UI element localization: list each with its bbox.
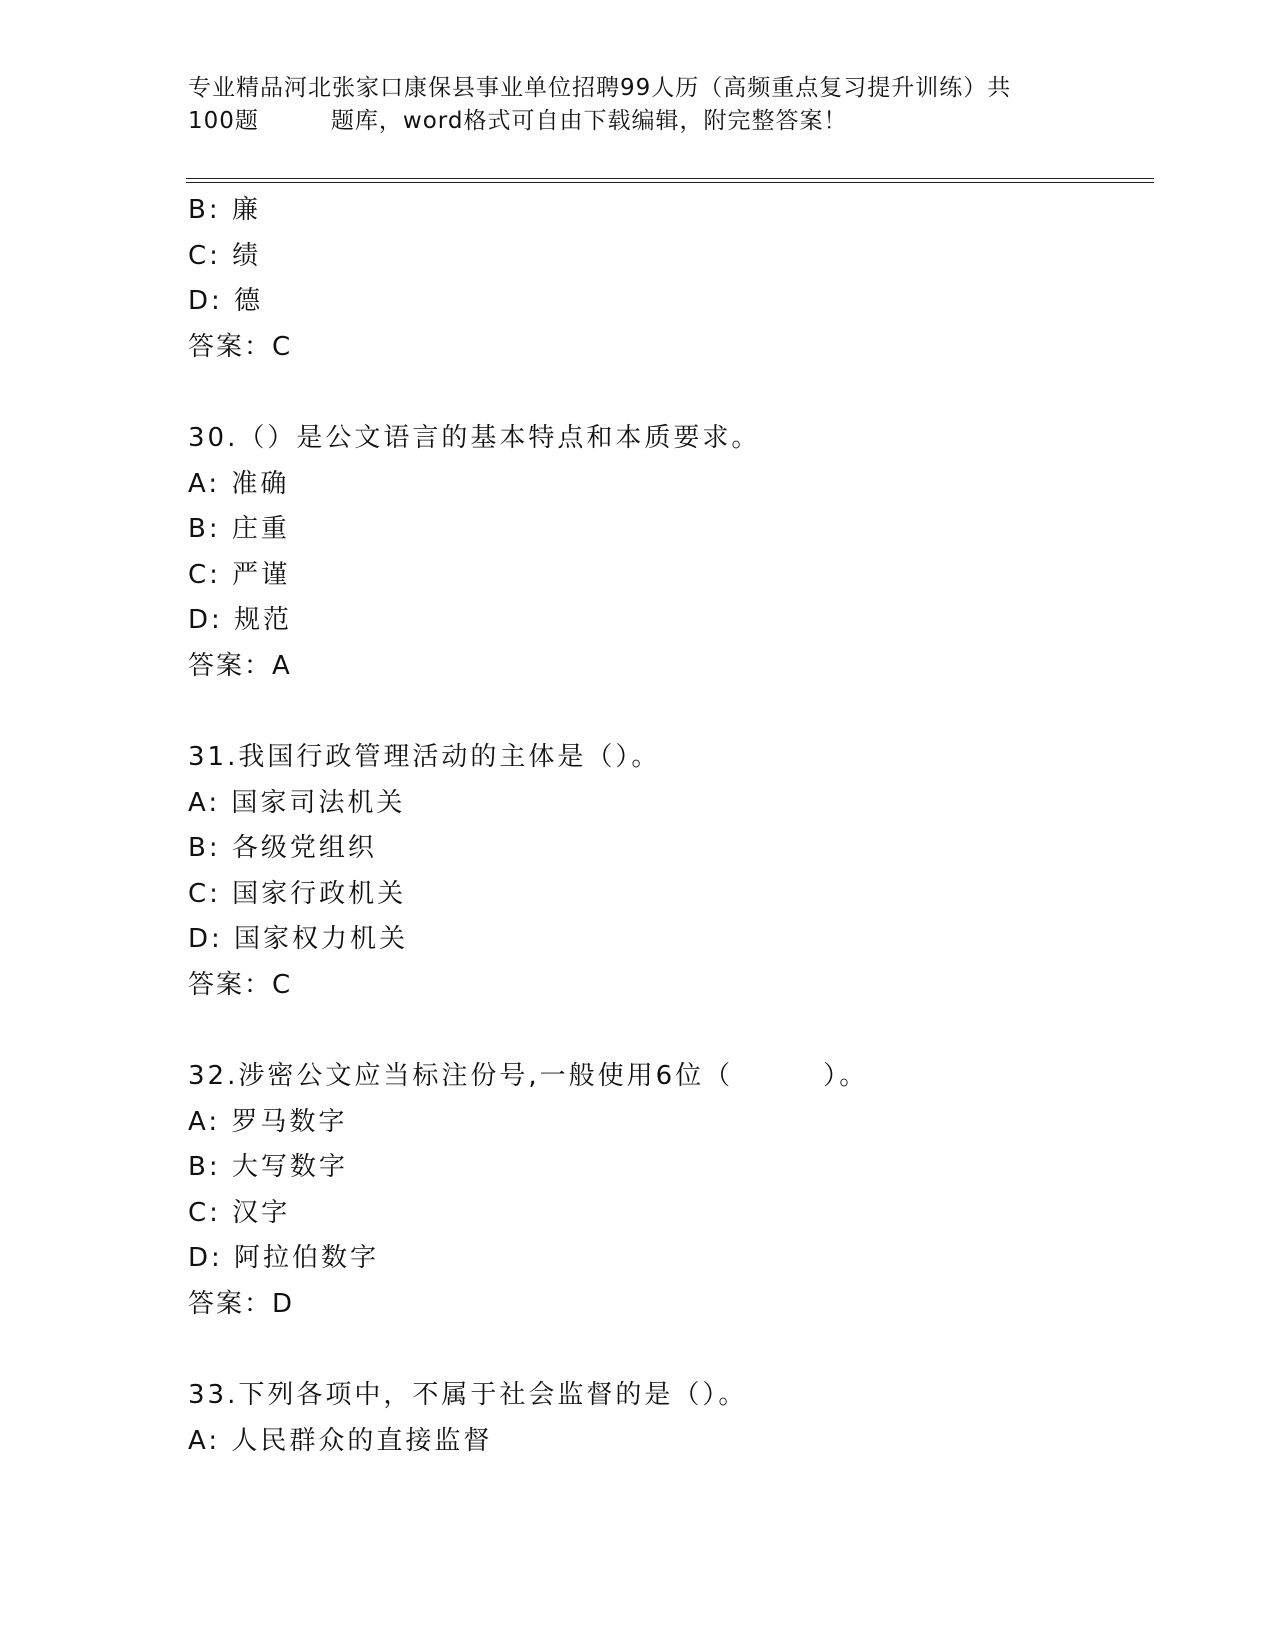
page-header — [188, 72, 1148, 138]
option-b: B: 各级党组织 — [188, 833, 377, 863]
question-text: 33.下列各项中，不属于社会监督的是（）。 — [188, 1380, 748, 1410]
header-title-line2 — [188, 105, 1148, 138]
option-d: D: 国家权力机关 — [188, 924, 409, 954]
option-b: B: 廉 — [188, 195, 261, 225]
header-subtitle: 题库，word格式可自由下载编辑，附完整答案！ — [330, 108, 848, 134]
option-c: C: 绩 — [188, 240, 262, 271]
question-text: 32.涉密公文应当标注份号,一般使用6位（ ）。 — [188, 1061, 869, 1091]
option-d: D: 规范 — [188, 605, 293, 635]
option-c: C: 严谨 — [188, 559, 291, 590]
option-c: C: 国家行政机关 — [188, 878, 407, 909]
option-c: C: 汉字 — [188, 1197, 291, 1228]
header-divider — [186, 178, 1154, 183]
question-block-29 — [188, 188, 1148, 370]
option-b: B: 庄重 — [188, 514, 290, 544]
option-a: A: 准确 — [188, 468, 290, 499]
answer-line: 答案：A — [188, 650, 292, 681]
option-d: D: 阿拉伯数字 — [188, 1243, 380, 1273]
question-list — [188, 188, 1148, 1464]
option-a: A: 人民群众的直接监督 — [188, 1425, 493, 1456]
question-text: 31.我国行政管理活动的主体是（）。 — [188, 742, 661, 772]
option-a: A: 国家司法机关 — [188, 787, 406, 818]
option-d: D: 德 — [188, 286, 264, 316]
question-block-30 — [188, 416, 1148, 689]
header-title-line1: 专业精品河北张家口康保县事业单位招聘99人历（高频重点复习提升训练）共 — [188, 75, 1012, 101]
option-a: A: 罗马数字 — [188, 1106, 348, 1137]
header-count: 100题 — [188, 108, 259, 134]
answer-line: 答案：D — [188, 1288, 295, 1319]
question-block-31 — [188, 735, 1148, 1008]
question-text: 30.（）是公文语言的基本特点和本质要求。 — [188, 423, 761, 453]
option-b: B: 大写数字 — [188, 1152, 348, 1182]
answer-line: 答案：C — [188, 969, 293, 1000]
answer-line: 答案：C — [188, 331, 293, 362]
question-block-33 — [188, 1373, 1148, 1464]
question-block-32 — [188, 1054, 1148, 1327]
